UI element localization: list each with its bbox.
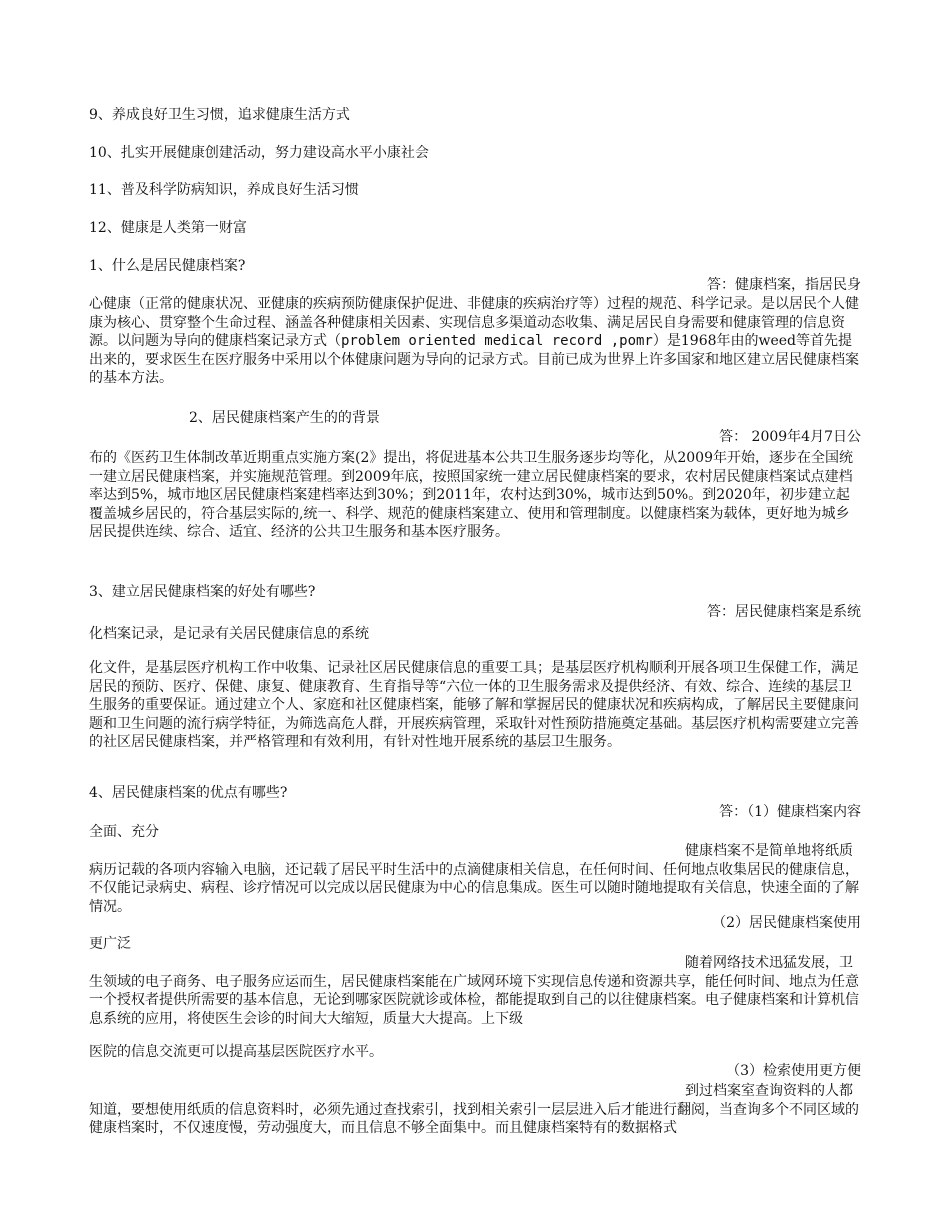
question-4-point-3-body: 到过档案室查询资料的人都知道，要想使用纸质的信息资料时，必须先通过查找索引，找到相关索引一层层进入后才能进行翻阅，当查询多个不同区域的健康档案时，不仅速度慢，劳动强度大，而且信息不够全面集中。而且健康档案特有的数据格式 [89,1083,859,1136]
question-4-point-1-lead: 答：（1）健康档案内容 [719,804,861,820]
question-3-answer-line2: 化档案记录，是记录有关居民健康信息的系统 [89,626,369,642]
list-item-12: 12、健康是人类第一财富 [89,220,247,236]
question-3-title: 3、建立居民健康档案的好处有哪些? [89,584,316,600]
question-4-point-1-cont: 全面、充分 [89,824,159,840]
question-2-answer-body: 布的《医药卫生体制改革近期重点实施方案(2》提出，将促进基本公共卫生服务逐步均等化，从2009年开始，逐步在全国统一建立居民健康档案，并实施规范管理。到2009年底，按照国家统一建立居民健康档案的要求，农村居民健康档案试点建档率达到5%，城市地区居民健康档案建档率达到30%；到2011年，农村达到30%，城市达到50%。到2020年，初步建立起覆盖城乡居民的，符合基层实际的,统一、科学、规范的健康档案建立、使用和管理制度。以健康档案为载体，更好地为城乡居民提供连续、综合、适宜、经济的公共卫生服务和基本医疗服务。 [89,450,853,540]
list-item-11: 11、普及科学防病知识，养成良好生活习惯 [89,182,359,198]
question-3-answer-lead: 答：居民健康档案是系统 [707,604,861,620]
answer-text: 心健康（正常的健康状况、亚健康的疾病预防健康保护促进、非健康的疾病治疗等）过程的规范、科学记录。是以居民个人健康为核心、贯穿整个生命过程、涵盖各种健康相关因素、实现信息多渠道动态收集、满足居民自身需要和健康管理的信息资源。以问题为导向的健康档案记录方式（ [89,296,859,349]
question-2-answer-lead: 答： 2009年4月7日公 [719,429,861,445]
list-item-10: 10、扎实开展健康创建活动，努力建设高水平小康社会 [89,145,429,161]
list-item-9: 9、养成良好卫生习惯，追求健康生活方式 [89,107,350,123]
question-4-point-2-tail: 医院的信息交流更可以提高基层医院医疗水平。 [89,1044,383,1060]
question-4-point-2-cont: 更广泛 [89,936,131,952]
question-4-point-3-lead: （3）检索使用更方便 [726,1063,861,1079]
answer-mono-term: problem oriented medical record ,pomr [341,333,653,349]
question-4-point-1-body: 健康档案不是简单地将纸质病历记载的各项内容输入电脑，还记载了居民平时生活中的点滴健康相关信息，在任何时间、任何地点收集居民的健康信息，不仅能记录病史、病程、诊疗情况可以完成以居民健康为中心的信息集成。医生可以随时随地提取有关信息，快速全面的了解情况。 [89,843,859,915]
question-4-point-2-lead: （2）居民健康档案使用 [712,915,861,931]
question-4-point-2-body: 随着网络技术迅猛发展，卫生领域的电子商务、电子服务应运而生，居民健康档案能在广域网环境下实现信息传递和资源共享，能任何时间、地点为任意一个授权者提供所需要的基本信息，无论到哪家医院就诊或体检，都能提取到自己的以往健康档案。电子健康档案和计算机信息系统的应用，将使医生会诊的时间大大缩短，质量大大提高。上下级 [89,955,859,1027]
question-3-answer-body: 化文件，是基层医疗机构工作中收集、记录社区居民健康信息的重要工具；是基层医疗机构顺利开展各项卫生保健工作，满足居民的预防、医疗、保健、康复、健康教育、生育指导等“六位一体的卫生服务需求及提供经济、有效、综合、连续的基层卫生服务的重要保证。通过建立个人、家庭和社区健康档案，能够了解和掌握居民的健康状况和疾病构成，了解居民主要健康问题和卫生问题的流行病学特征，为筛选高危人群，开展疾病管理，采取针对性预防措施奠定基础。基层医疗机构需要建立完善的社区居民健康档案，并严格管理和有效利用，有针对性地开展系统的基层卫生服务。 [89,660,859,750]
question-2-title: 2、居民健康档案产生的的背景 [189,410,380,426]
question-1-title: 1、什么是居民健康档案? [89,258,246,274]
question-1-answer-body [89,295,861,388]
question-1-answer-lead: 答：健康档案，指居民身 [707,277,861,293]
question-4-title: 4、居民健康档案的优点有哪些? [89,785,288,801]
answer-text-continued: ）是1968年由的weed等首先提出来的，要求医生在医疗服务中采用以个体健康问题为导向的记录方式。目前已成为世界上许多国家和地区建立居民健康档案的基本方法。 [89,333,859,386]
